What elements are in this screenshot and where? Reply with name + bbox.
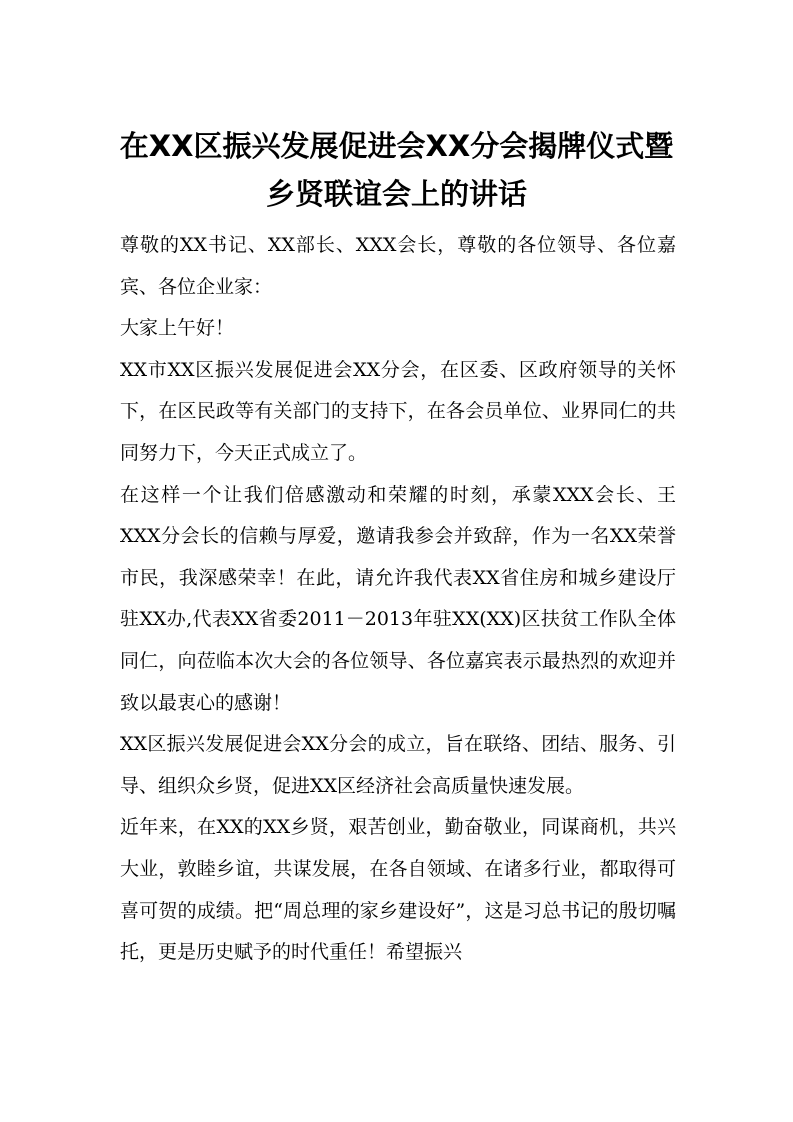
paragraph-purpose: XX区振兴发展促进会XX分会的成立，旨在联络、团结、服务、引导、组织众乡贤，促进XX区经济社会高质量快速发展。 — [120, 733, 676, 797]
speech-body — [120, 225, 676, 974]
document-title-line-1: 在XX区振兴发展促进会XX分会揭牌仪式暨 — [119, 129, 674, 163]
paragraph-thanks: 在这样一个让我们倍感激动和荣耀的时刻，承蒙XXX会长、王XXX分会长的信赖与厚爱，邀请我参会并致辞，作为一名XX荣誉市民，我深感荣幸！在此，请允许我代表XX省住房和城乡建设厅驻XX办,代表XX省委2011－2013年驻XX(XX)区扶贫工作队全体同仁，向莅临本次大会的各位领导、各位嘉宾表示最热烈的欢迎并致以最衷心的感谢！ — [120, 483, 676, 714]
paragraph-achievements: 近年来，在XX的XX乡贤，艰苦创业，勤奋敬业，同谋商机，共兴大业，敦睦乡谊，共谋发展，在各自领域、在诸多行业，都取得可喜可贺的成绩。把“周总理的家乡建设好”，这是习总书记的殷切嘱托，更是历史赋予的时代重任！希望振兴 — [120, 816, 676, 964]
paragraph-founding: XX市XX区振兴发展促进会XX分会，在区委、区政府领导的关怀下，在区民政等有关部门的支持下，在各会员单位、业界同仁的共同努力下，今天正式成立了。 — [120, 358, 676, 464]
paragraph-greeting: 大家上午好！ — [120, 317, 235, 340]
document-title-line-2: 乡贤联谊会上的讲话 — [265, 177, 527, 211]
paragraph-salutation: 尊敬的XX书记、XX部长、XXX会长，尊敬的各位领导、各位嘉宾、各位企业家： — [120, 234, 676, 298]
